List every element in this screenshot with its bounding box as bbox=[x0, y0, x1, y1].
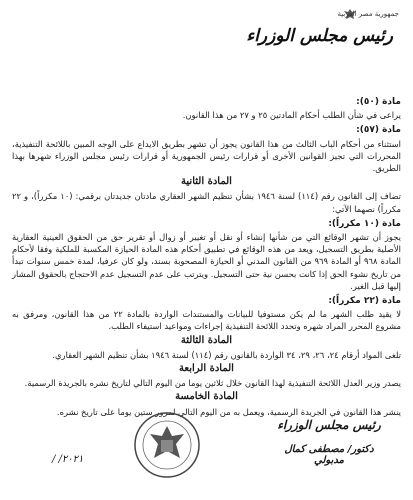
article-heading: المادة الرابعة bbox=[179, 363, 234, 375]
article-block bbox=[12, 335, 401, 361]
article-heading: المادة الثالثة bbox=[180, 334, 233, 346]
article-text: لا يقيد طلب الشهر ما لم يكن مستوفيا للبيانات والمستندات الواردة بالمادة ٢٢ من هذا القانون، ومرفق به مشروع المحرر المراد شهره وتحدد اللائحة التنفيذية إجراءات ومواعيد استيفاء الطلب. bbox=[12, 309, 401, 332]
article-text: ينشر هذا القانون في الجريدة الرسمية، ويعمل به من اليوم التالي لمرور ستين يوما على تاريخ نشره. bbox=[56, 406, 401, 417]
article-heading: المادة الخامسة bbox=[175, 391, 238, 403]
official-seal-icon bbox=[132, 410, 202, 480]
article-text: تضاف إلى القانون رقم (١١٤) لسنة ١٩٤٦ بشأن تنظيم الشهر العقاري مادتان جديدتان برقمي: (١٠ مكرراً)، و ٢٢ مكرراً) نصهما الآتي: bbox=[12, 191, 401, 214]
signature-block bbox=[269, 418, 389, 466]
office-title: رئيس مجلس الوزراء bbox=[246, 26, 393, 46]
article-text: استثناء من أحكام الباب الثالث من هذا القانون يجوز أن تشهر بطريق الايداع على الوجه المبين باللائحة التنفيذية، المحررات التي تجيز القوانين الأخرى أو قرارات رئيس الجمهورية أو قرارات رئيس مجلس الوزراء شهرها بهذا الطريق. bbox=[12, 138, 401, 174]
law-text bbox=[12, 93, 401, 420]
article-text: يصدر وزير العدل اللائحة التنفيذية لهذا القانون خلال ثلاثين يوما من اليوم التالي لتاريخ نشره بالجريدة الرسمية. bbox=[24, 378, 401, 389]
article-block bbox=[12, 124, 401, 174]
article-text: تلغى المواد أرقام ٢٤، ٢٦، ٢٩، ٣٤ الواردة بالقانون رقم (١١٤) لسنة ١٩٤٦ بشأن تنظيم الشهر العقاري. bbox=[52, 349, 401, 360]
article-text: يجوز أن تشهر الوقائع التي من شأنها إنشاء أو نقل أو تغيير أو زوال أو تقرير حق من الحقوق العينية العقارية الأصلية بطريق التسجيل، ويعد من هذه الوقائع في تطبيق أحكام هذه المادة الحيازة المكسبة للملكية وفقا لأحكام المادة ٩٦٨ أو المادة ٩٦٩ من القانون المدني أو الحيازة المصحوبة بسند، ولو كان عرفيا، لمدة خمس سنوات تبدأ من تاريخ نشوء الحق إذا كانت بحسن نية حتى التسجيل. ويترتب على عدم التسجيل عدم الاحتجاج بالحقوق المشار إليها قبل الغير. bbox=[12, 232, 401, 291]
article-label: مادة (٥٧): bbox=[356, 125, 401, 136]
signatory-title: رئيس مجلس الوزراء bbox=[277, 418, 381, 432]
article-block bbox=[12, 96, 401, 121]
signing-date: ٢٠٢١/ / bbox=[52, 454, 84, 465]
article-label: مادة (٥٠): bbox=[356, 97, 401, 107]
article-block bbox=[12, 363, 401, 389]
article-block bbox=[12, 218, 401, 292]
article-block bbox=[12, 295, 401, 333]
article-label: مادة (٢٢ مكرراً): bbox=[328, 296, 401, 307]
article-text: يراعى في شأن الطلب أحكام المادتين ٢٥ و ٢٧ من هذا القانون. bbox=[182, 110, 401, 121]
article-block bbox=[12, 176, 401, 215]
republic-name: جمهورية مصر العربية bbox=[337, 10, 399, 18]
article-block bbox=[12, 391, 401, 417]
article-label: مادة (١٠ مكرراً): bbox=[328, 218, 401, 229]
letterhead bbox=[12, 8, 401, 66]
document-page bbox=[12, 8, 401, 492]
article-heading: المادة الثانية bbox=[181, 176, 232, 188]
signatory-name: دكتور/ مصطفى كمال مدبولي bbox=[284, 444, 374, 466]
